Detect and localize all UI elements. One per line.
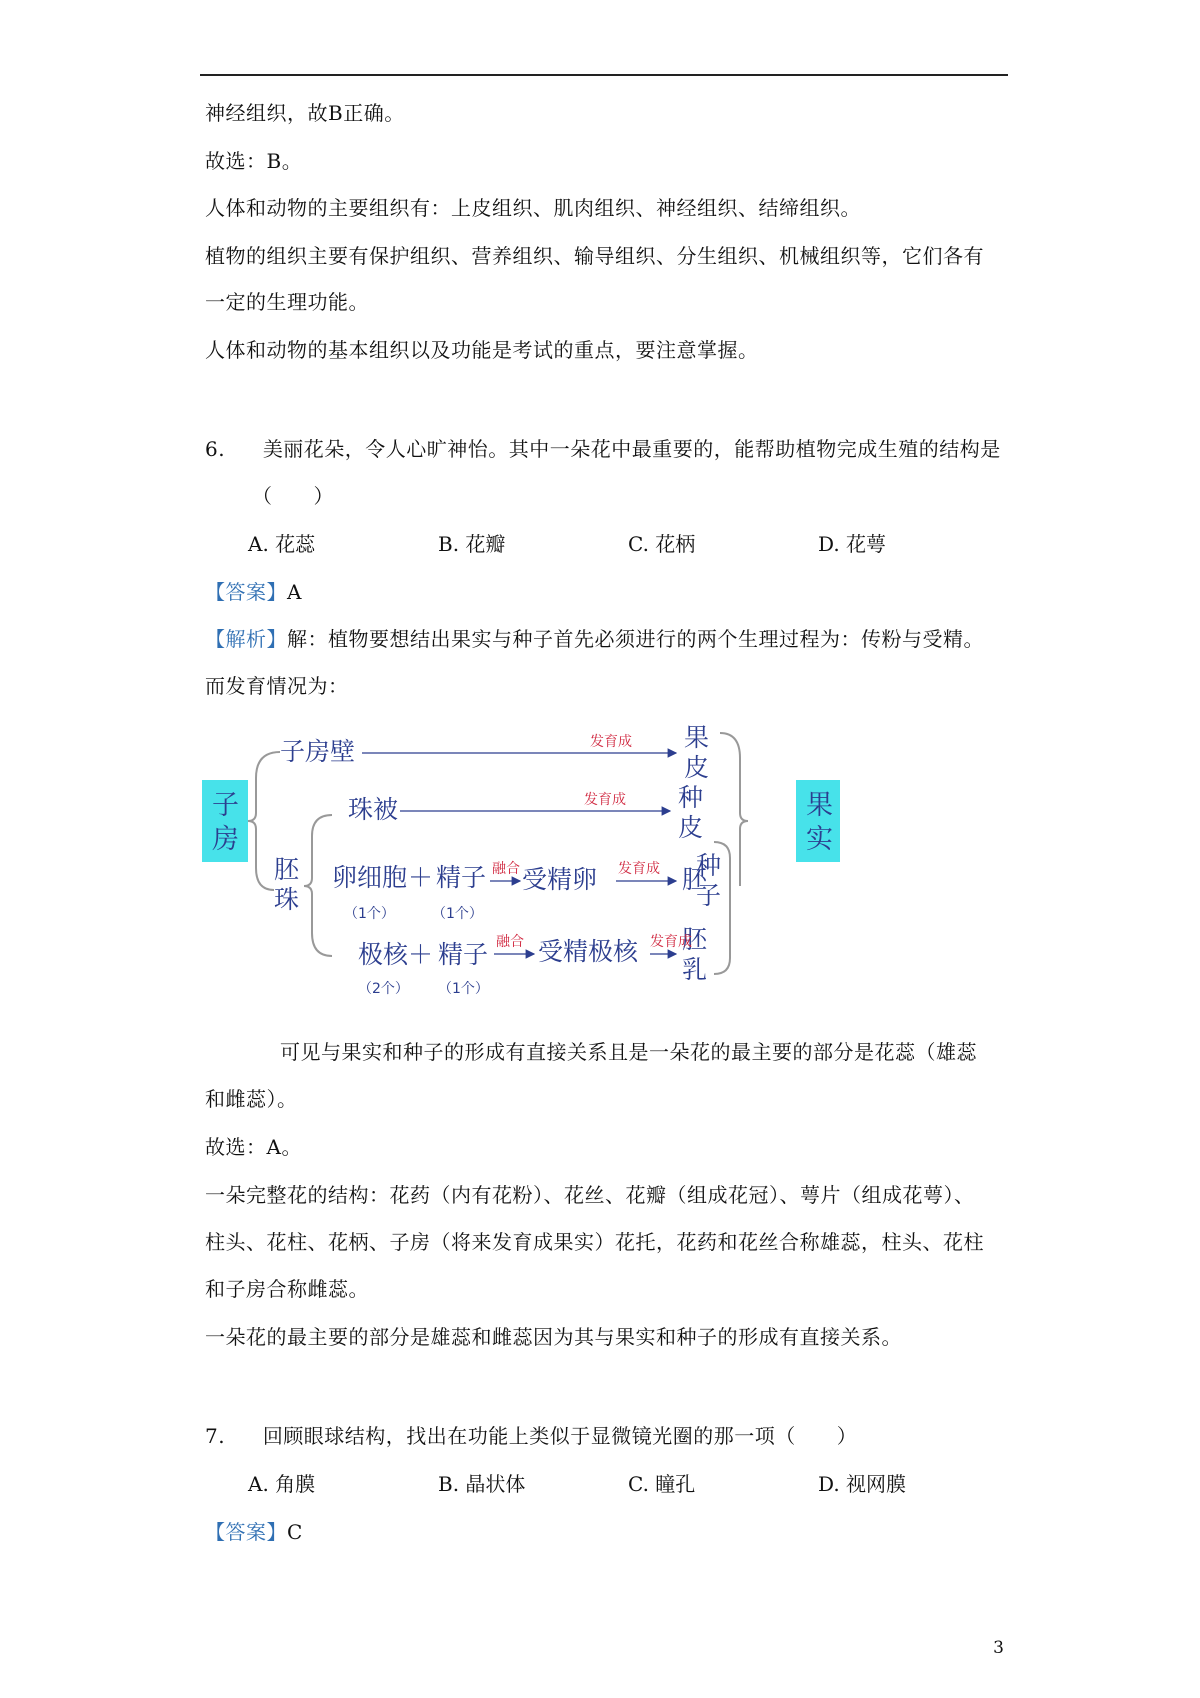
jihe-label: 极核 (358, 940, 409, 969)
answer-line (205, 1518, 303, 1546)
option-b: B. 晶状体 (438, 1472, 526, 1496)
answer-tag: 【答案】 (205, 580, 287, 604)
zhubei-label: 珠被 (348, 795, 399, 824)
text-line: 而发育情况为： (205, 674, 349, 698)
question-text: 美丽花朵，令人心旷神怡。其中一朵花中最重要的，能帮助植物完成生殖的结构是 (262, 437, 1001, 461)
text-line: 和雌蕊）。 (205, 1087, 298, 1111)
jingzi-label: 精子 (438, 940, 489, 969)
text-line: 一定的生理功能。 (205, 290, 369, 314)
text-line: 可见与果实和种子的形成有直接关系且是一朵花的最主要的部分是花蕊（雄蕊 (280, 1040, 977, 1064)
peizhu-char: 胚 (274, 855, 300, 884)
answer-line (205, 578, 302, 606)
text-line: 神经组织，故B正确。 (205, 101, 405, 125)
jingzi-label: 精子 (436, 863, 487, 892)
text-line: 人体和动物的基本组织以及功能是考试的重点，要注意掌握。 (205, 338, 759, 362)
peiru-char: 乳 (682, 955, 708, 984)
ronghe-label: 融合 (492, 861, 520, 877)
guopi-char: 皮 (684, 753, 710, 782)
option-a: A. 花蕊 (248, 532, 316, 556)
text-line: 和子房合称雌蕊。 (205, 1277, 369, 1301)
answer-value: A (287, 580, 302, 604)
analysis-line (205, 625, 984, 653)
count-label: （1个） (432, 906, 483, 922)
zifang-char: 子 (212, 790, 239, 821)
text-line: 故选：B。 (205, 149, 303, 173)
count-label: （1个） (344, 906, 395, 922)
text-line: 人体和动物的主要组织有：上皮组织、肌肉组织、神经组织、结缔组织。 (205, 196, 861, 220)
answer-value: C (287, 1520, 303, 1544)
question-6 (205, 435, 1001, 463)
fayucheng-label: 发育成 (618, 861, 660, 877)
pei-label: 胚 (682, 865, 708, 894)
question-7 (205, 1422, 857, 1450)
plus-sign: ＋ (408, 940, 434, 969)
text-line: 植物的组织主要有保护组织、营养组织、输导组织、分生组织、机械组织等，它们各有 (205, 244, 984, 268)
option-d: D. 花萼 (818, 532, 887, 556)
zhongzi-char: 子 (696, 881, 722, 910)
count-label: （2个） (358, 981, 409, 997)
text-line: 故选：A。 (205, 1135, 302, 1159)
header-rule (200, 74, 1008, 76)
option-c: C. 花柄 (628, 532, 696, 556)
guoshi-char: 果 (806, 790, 833, 821)
shoujingluan-label: 受精卵 (522, 865, 598, 894)
answer-tag: 【答案】 (205, 1520, 287, 1544)
page-number: 3 (993, 1638, 1004, 1658)
text-line: 一朵完整花的结构：花药（内有花粉）、花丝、花瓣（组成花冠）、萼片（组成花萼）、 (205, 1183, 975, 1207)
zhongpi-char: 种 (678, 783, 704, 812)
zifang-char: 房 (212, 824, 239, 855)
question-number: 6. (205, 437, 226, 461)
ronghe-label: 融合 (496, 934, 524, 950)
fayucheng-label: 发育成 (584, 792, 626, 808)
analysis-text: 解：植物要想结出果实与种子首先必须进行的两个生理过程为：传粉与受精。 (287, 627, 984, 651)
inner-brace (304, 815, 332, 956)
option-c: C. 瞳孔 (628, 1472, 696, 1496)
option-b: B. 花瓣 (438, 532, 506, 556)
right-brace (720, 733, 748, 868)
question-text: 回顾眼球结构，找出在功能上类似于显微镜光圈的那一项（ ） (262, 1424, 858, 1448)
guopi-char: 果 (684, 723, 710, 752)
question-paren: （ ） (252, 484, 334, 508)
plus-sign: ＋ (408, 863, 434, 892)
option-d: D. 视网膜 (818, 1472, 907, 1496)
peizhu-char: 珠 (274, 885, 300, 914)
text-line: 一朵花的最主要的部分是雄蕊和雌蕊因为其与果实和种子的形成有直接关系。 (205, 1325, 902, 1349)
zifangbi-label: 子房壁 (280, 737, 356, 766)
option-a: A. 角膜 (248, 1472, 316, 1496)
luanxibao-label: 卵细胞 (332, 863, 408, 892)
zhongpi-char: 皮 (678, 813, 704, 842)
fayucheng-label: 发育成 (590, 734, 632, 750)
zhongzi-char: 种 (696, 851, 722, 880)
ovary-development-diagram (200, 718, 840, 1003)
fayucheng-label: 发育成 (650, 934, 692, 950)
count-label: （1个） (438, 981, 489, 997)
shoujingjihe-label: 受精极核 (538, 937, 639, 966)
analysis-tag: 【解析】 (205, 627, 287, 651)
guoshi-char: 实 (806, 824, 833, 855)
text-line: 柱头、花柱、花柄、子房（将来发育成果实）花托，花药和花丝合称雄蕊，柱头、花柱 (205, 1230, 984, 1254)
question-number: 7. (205, 1424, 226, 1448)
peiru-char: 胚 (682, 925, 708, 954)
